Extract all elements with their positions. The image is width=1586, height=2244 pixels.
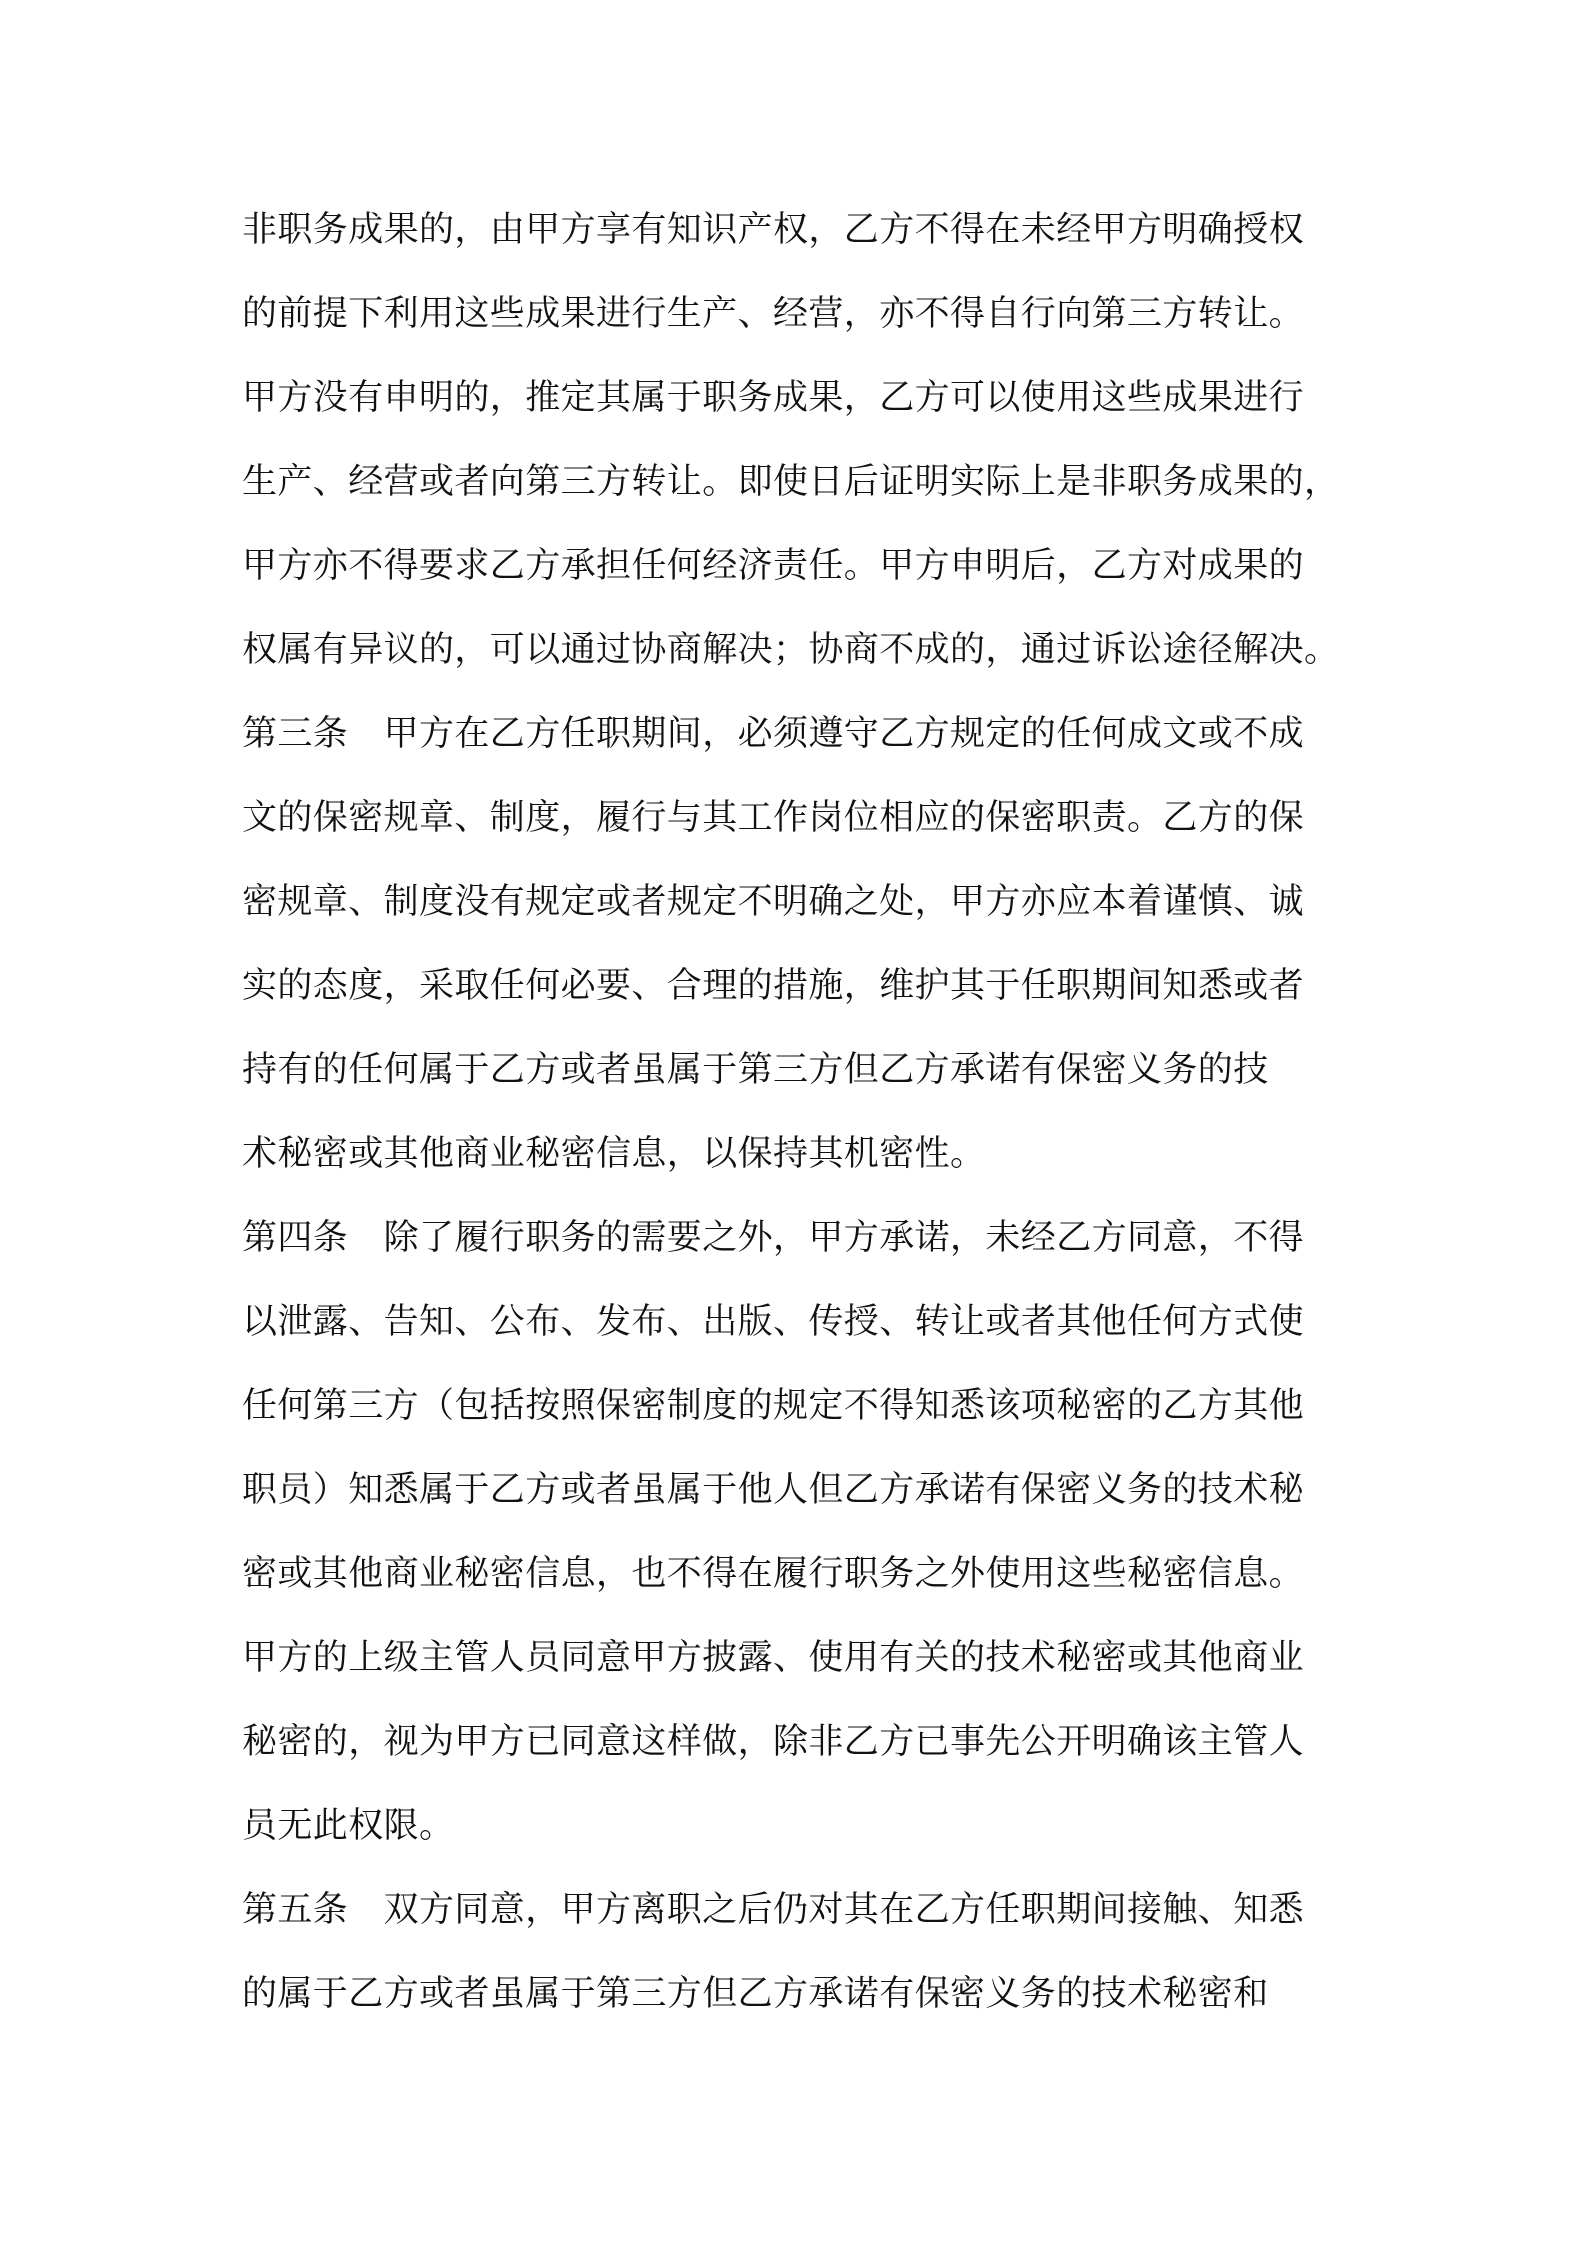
text-line: 文的保密规章、制度，履行与其工作岗位相应的保密职责。乙方的保 xyxy=(242,798,1305,838)
text-line: 权属有异议的，可以通过协商解决；协商不成的，通过诉讼途径解决。 xyxy=(242,630,1340,670)
article-5-heading-line: 第五条 双方同意，甲方离职之后仍对其在乙方任职期间接触、知悉 xyxy=(242,1890,1305,1930)
text-line: 以泄露、告知、公布、发布、出版、传授、转让或者其他任何方式使 xyxy=(242,1302,1305,1342)
text-line: 术秘密或其他商业秘密信息，以保持其机密性。 xyxy=(242,1134,986,1174)
text-line: 甲方亦不得要求乙方承担任何经济责任。甲方申明后，乙方对成果的 xyxy=(242,546,1305,586)
text-line: 实的态度，采取任何必要、合理的措施，维护其于任职期间知悉或者 xyxy=(242,966,1305,1006)
article-3-heading-line: 第三条 甲方在乙方任职期间，必须遵守乙方规定的任何成文或不成 xyxy=(242,714,1305,754)
text-line: 职员）知悉属于乙方或者虽属于他人但乙方承诺有保密义务的技术秘 xyxy=(242,1470,1305,1510)
text-line: 密规章、制度没有规定或者规定不明确之处，甲方亦应本着谨慎、诚 xyxy=(242,882,1305,922)
text-line: 秘密的，视为甲方已同意这样做，除非乙方已事先公开明确该主管人 xyxy=(242,1722,1305,1762)
text-line: 任何第三方（包括按照保密制度的规定不得知悉该项秘密的乙方其他 xyxy=(242,1386,1305,1426)
text-line: 甲方没有申明的，推定其属于职务成果，乙方可以使用这些成果进行 xyxy=(242,378,1305,418)
text-line: 生产、经营或者向第三方转让。即使日后证明实际上是非职务成果的， xyxy=(242,462,1340,502)
text-line: 非职务成果的，由甲方享有知识产权，乙方不得在未经甲方明确授权 xyxy=(242,210,1305,250)
article-4-heading-line: 第四条 除了履行职务的需要之外，甲方承诺，未经乙方同意，不得 xyxy=(242,1218,1305,1258)
text-line: 的属于乙方或者虽属于第三方但乙方承诺有保密义务的技术秘密和 xyxy=(242,1974,1269,2014)
text-line: 持有的任何属于乙方或者虽属于第三方但乙方承诺有保密义务的技 xyxy=(242,1050,1269,1090)
text-line: 甲方的上级主管人员同意甲方披露、使用有关的技术秘密或其他商业 xyxy=(242,1638,1305,1678)
text-line: 员无此权限。 xyxy=(242,1806,455,1846)
text-line: 密或其他商业秘密信息，也不得在履行职务之外使用这些秘密信息。 xyxy=(242,1554,1305,1594)
text-line: 的前提下利用这些成果进行生产、经营，亦不得自行向第三方转让。 xyxy=(242,294,1305,334)
